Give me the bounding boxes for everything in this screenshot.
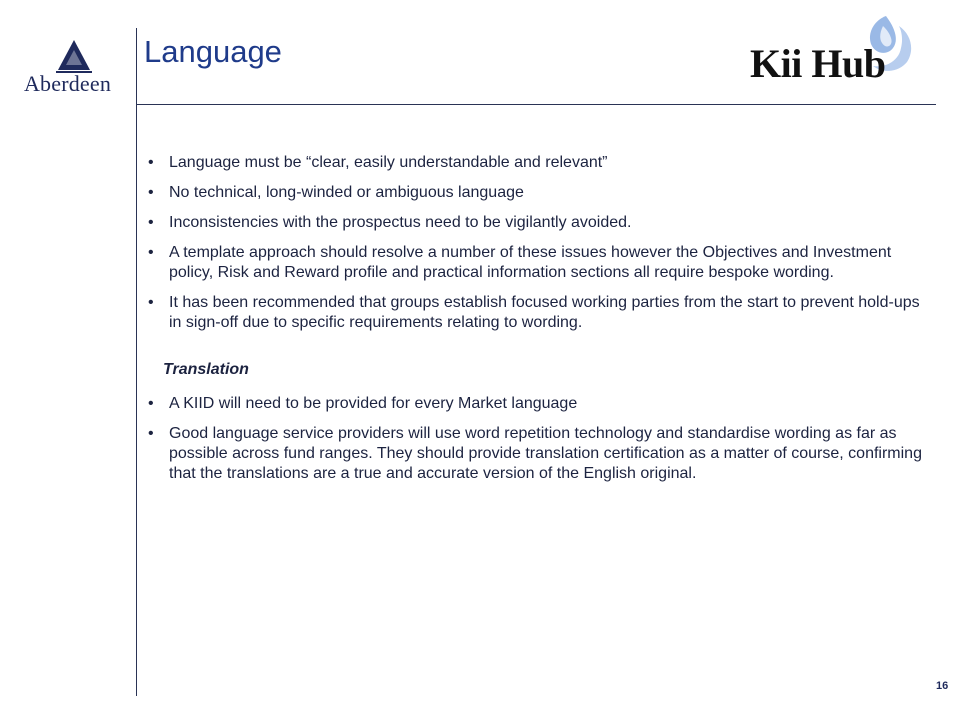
slide-body bbox=[145, 153, 925, 494]
aberdeen-logo bbox=[10, 40, 125, 100]
list-item: • A template approach should resolve a number of these issues however the Objectives and Investment policy, Risk and Reward profile and practical information sections all require bespoke wording. bbox=[145, 243, 925, 283]
aberdeen-triangle-icon bbox=[54, 40, 94, 74]
list-item: • Good language service providers will use word repetition technology and standardise wording as far as possible across fund ranges. They should provide translation certification as a matter of course, confirming that the translations are a true and accurate version of the English original. bbox=[145, 424, 925, 484]
page-number: 16 bbox=[936, 680, 949, 692]
vertical-divider bbox=[136, 28, 137, 696]
list-item: • Inconsistencies with the prospectus need to be vigilantly avoided. bbox=[145, 213, 925, 233]
list-item: • A KIID will need to be provided for every Market language bbox=[145, 394, 925, 414]
language-bullet-list bbox=[145, 153, 925, 333]
page-title: Language bbox=[144, 34, 282, 69]
kii-hub-logo bbox=[748, 14, 923, 84]
kii-hub-logo-text: Kii Hub bbox=[750, 41, 886, 86]
translation-bullet-list bbox=[145, 394, 925, 484]
header-divider bbox=[136, 104, 936, 105]
list-item: • Language must be “clear, easily understandable and relevant” bbox=[145, 153, 925, 173]
aberdeen-logo-text: Aberdeen bbox=[23, 71, 112, 96]
list-item: • It has been recommended that groups establish focused working parties from the start to prevent hold-ups in sign-off due to specific requirements relating to wording. bbox=[145, 293, 925, 333]
list-item: • No technical, long-winded or ambiguous language bbox=[145, 183, 925, 203]
translation-heading: Translation bbox=[163, 361, 249, 378]
